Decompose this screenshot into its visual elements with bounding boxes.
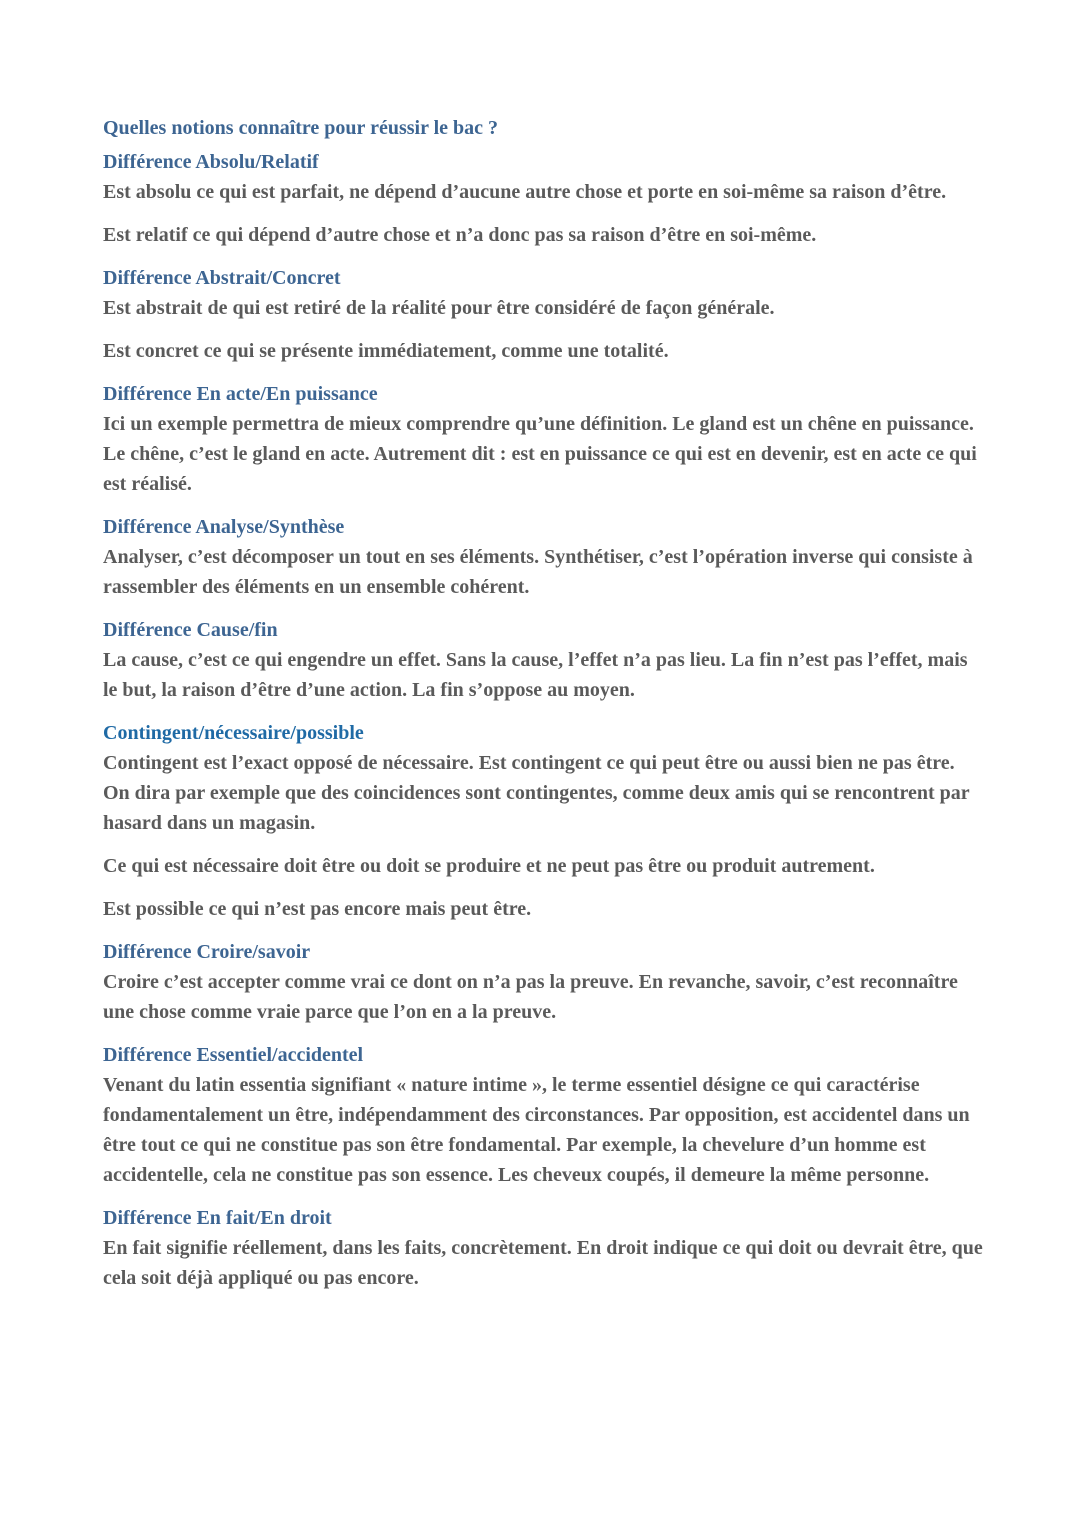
section-heading: Différence Absolu/Relatif <box>103 151 319 173</box>
section-heading: Différence En acte/En puissance <box>103 383 378 405</box>
section-fait-droit <box>103 1203 983 1293</box>
section-heading: Différence Croire/savoir <box>103 941 311 963</box>
section-paragraph: Ici un exemple permettra de mieux comprendre qu’une définition. Le gland est un chêne en puissance. Le chêne, c’est le gland en acte. Autrement dit : est en puissance ce qui est en devenir, est en acte ce qui est réalisé. <box>103 413 977 495</box>
section-paragraph: Contingent est l’exact opposé de nécessaire. Est contingent ce qui peut être ou aussi bien ne pas être. On dira par exemple que des coincidences sont contingentes, comme deux amis qui se rencontrent par hasard dans un magasin. <box>103 752 970 834</box>
section-absolu-relatif <box>103 147 983 250</box>
section-paragraph: Croire c’est accepter comme vrai ce dont on n’a pas la preuve. En revanche, savoir, c’est reconnaître une chose comme vraie parce que l’on en a la preuve. <box>103 971 958 1023</box>
section-paragraph: Est concret ce qui se présente immédiatement, comme une totalité. <box>103 340 669 362</box>
section-paragraph: Analyser, c’est décomposer un tout en ses éléments. Synthétiser, c’est l’opération inverse qui consiste à rassembler des éléments en un ensemble cohérent. <box>103 546 973 598</box>
section-heading: Différence Cause/fin <box>103 619 278 641</box>
section-essentiel-accidentel <box>103 1040 983 1190</box>
section-heading: Différence Analyse/Synthèse <box>103 516 345 538</box>
section-paragraph: Ce qui est nécessaire doit être ou doit se produire et ne peut pas être ou produit autrement. <box>103 855 875 877</box>
section-paragraph: Venant du latin essentia signifiant « nature intime », le terme essentiel désigne ce qui caractérise fondamentalement un être, indépendamment des circonstances. Par opposition, est accidentel dans un être tout ce qui ne constitue pas son être fondamental. Par exemple, la chevelure d’un homme est accidentelle, cela ne constitue pas son essence. Les cheveux coupés, il demeure la même personne. <box>103 1074 970 1186</box>
section-paragraph: Est abstrait de qui est retiré de la réalité pour être considéré de façon générale. <box>103 297 775 319</box>
section-analyse-synthese <box>103 512 983 602</box>
section-paragraph: Est relatif ce qui dépend d’autre chose et n’a donc pas sa raison d’être en soi-même. <box>103 224 817 246</box>
section-heading: Différence Essentiel/accidentel <box>103 1044 364 1066</box>
section-paragraph: Est absolu ce qui est parfait, ne dépend d’aucune autre chose et porte en soi-même sa raison d’être. <box>103 181 947 203</box>
section-contingent-necessaire-possible <box>103 718 983 924</box>
document-page <box>103 113 983 1306</box>
section-heading: Contingent/nécessaire/possible <box>103 722 364 744</box>
section-paragraph: Est possible ce qui n’est pas encore mais peut être. <box>103 898 532 920</box>
document-title: Quelles notions connaître pour réussir le bac ? <box>103 117 499 139</box>
section-paragraph: La cause, c’est ce qui engendre un effet. Sans la cause, l’effet n’a pas lieu. La fin n’est pas l’effet, mais le but, la raison d’être d’une action. La fin s’oppose au moyen. <box>103 649 968 701</box>
section-heading: Différence En fait/En droit <box>103 1207 332 1229</box>
section-cause-fin <box>103 615 983 705</box>
section-acte-puissance <box>103 379 983 499</box>
section-heading: Différence Abstrait/Concret <box>103 267 341 289</box>
section-paragraph: En fait signifie réellement, dans les faits, concrètement. En droit indique ce qui doit ou devrait être, que cela soit déjà appliqué ou pas encore. <box>103 1237 983 1289</box>
section-abstrait-concret <box>103 263 983 366</box>
section-croire-savoir <box>103 937 983 1027</box>
